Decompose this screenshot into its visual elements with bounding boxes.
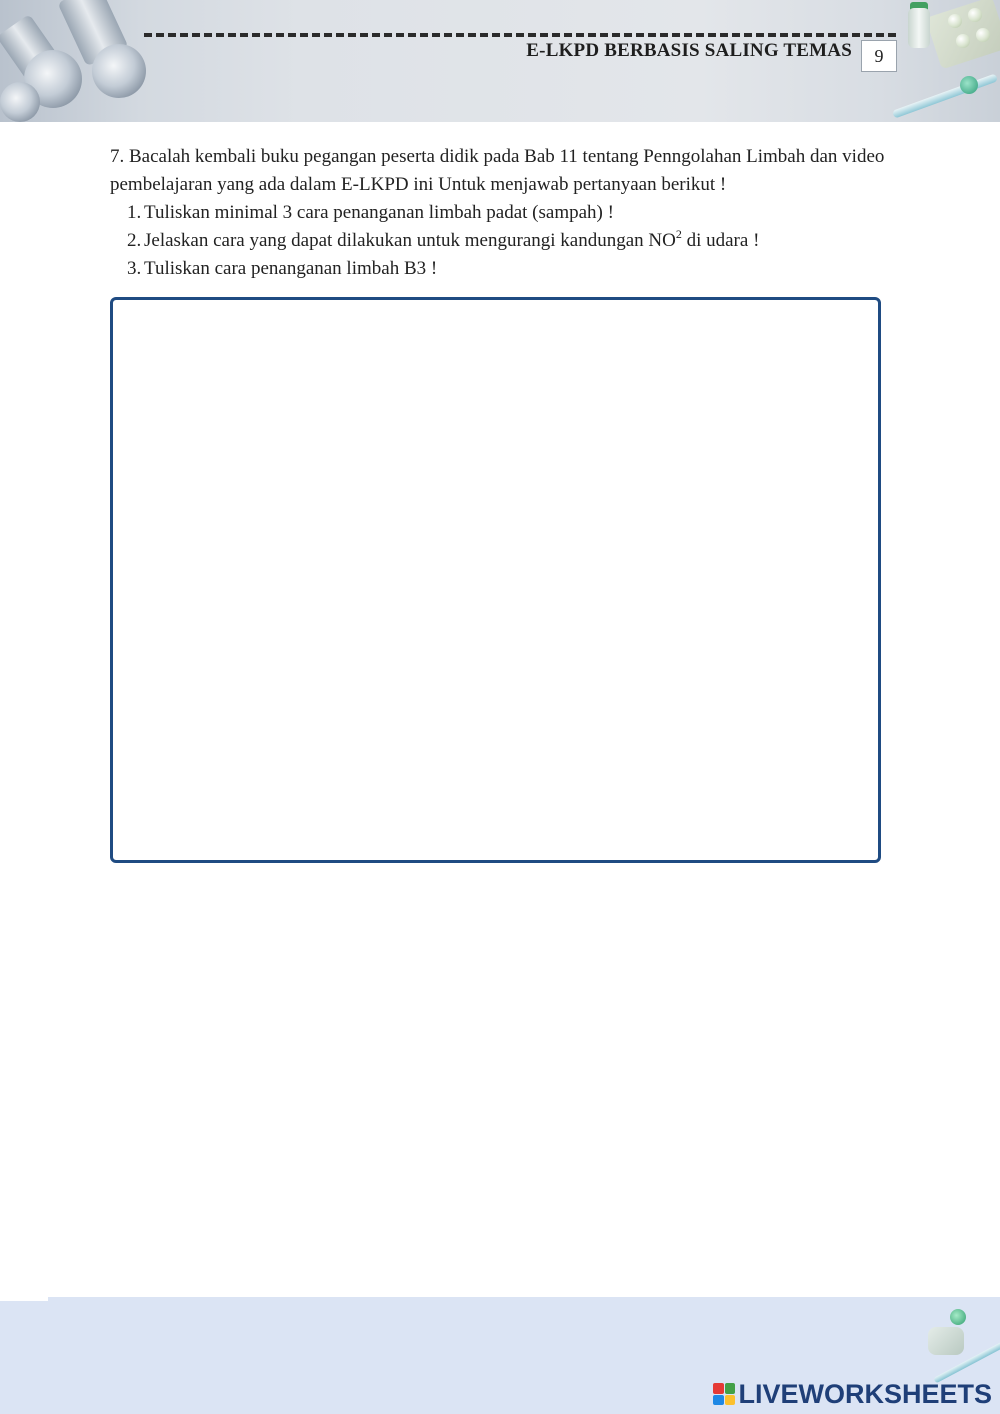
liveworksheets-brand bbox=[713, 1380, 992, 1408]
answer-textbox[interactable] bbox=[110, 297, 881, 863]
footer-notch bbox=[0, 1297, 48, 1301]
question-item-3 bbox=[127, 255, 890, 283]
question-item-2 bbox=[127, 227, 890, 255]
header-title: E-LKPD BERBASIS SALING TEMAS bbox=[526, 40, 852, 61]
superscript-number: 2 bbox=[675, 227, 682, 241]
header-dashed-rule bbox=[144, 33, 896, 37]
question-item-text-end: di udara ! bbox=[681, 230, 760, 251]
question-item-number: 1. bbox=[127, 202, 142, 223]
page-header bbox=[0, 0, 1000, 122]
question-intro: 7. Bacalah kembali buku pegangan peserta didik pada Bab 11 tentang Penngolahan Limbah dan video pembelajaran yang ada dalam E-LKPD ini Untuk menjawab pertanyaan berikut ! bbox=[110, 146, 885, 195]
question-item-number: 2. bbox=[127, 230, 142, 251]
medicine-illustration bbox=[890, 0, 1000, 122]
question-item-text: Tuliskan minimal 3 cara penanganan limbah padat (sampah) ! bbox=[144, 202, 614, 223]
question-item-text: Jelaskan cara yang dapat dilakukan untuk mengurangi kandungan NO bbox=[144, 230, 676, 251]
question-item-number: 3. bbox=[127, 258, 142, 279]
question-section bbox=[110, 143, 890, 283]
brand-name: LIVEWORKSHEETS bbox=[738, 1378, 992, 1409]
microscope-illustration bbox=[0, 0, 170, 122]
question-item-text: Tuliskan cara penanganan limbah B3 ! bbox=[144, 258, 438, 279]
liveworksheets-logo-icon bbox=[713, 1383, 735, 1405]
syringe-illustration bbox=[920, 1297, 1000, 1387]
question-list bbox=[110, 199, 890, 283]
question-item-1 bbox=[127, 199, 890, 227]
page-number: 9 bbox=[861, 40, 897, 72]
